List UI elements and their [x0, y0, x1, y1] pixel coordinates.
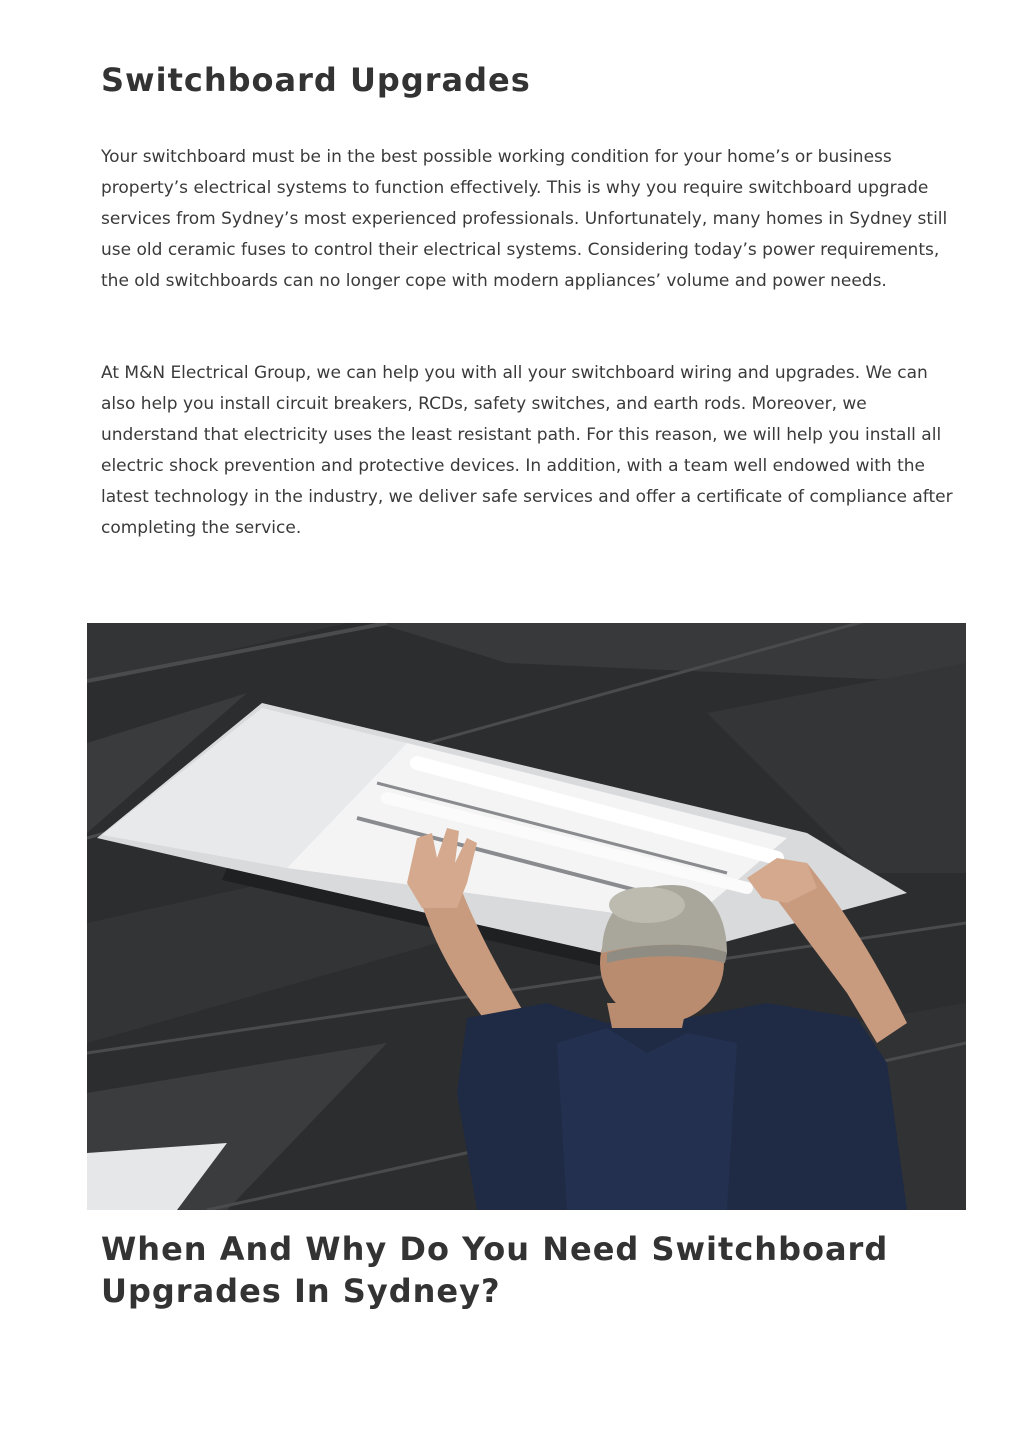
electrician-photo — [87, 623, 966, 1210]
section-heading: When And Why Do You Need Switchboard Upgrades In Sydney? — [101, 1230, 889, 1310]
services-paragraph: At M&N Electrical Group, we can help you with all your switchboard wiring and upgrades. We can also help you install circuit breakers, RCDs, safety switches, and earth rods. Moreover, we understand that electricity uses the least resistant path. For this reason, we will help you install all electric shock prevention and protective devices. In addition, with a team well endowed with the latest technology in the industry, we deliver safe services and offer a certificate of compliance after completing the service. — [101, 363, 953, 538]
intro-paragraph: Your switchboard must be in the best possible working condition for your home’s or business property’s electrical systems to function effectively. This is why you require switchboard upgrade services from Sydney’s most experienced professionals. Unfortunately, many homes in Sydney still use old ceramic fuses to control their electrical systems. Considering today’s power requirements, the old switchboards can no longer cope with modern appliances’ volume and power needs. — [101, 147, 948, 291]
electrician-illustration — [87, 623, 966, 1210]
page-title: Switchboard Upgrades — [101, 61, 531, 99]
